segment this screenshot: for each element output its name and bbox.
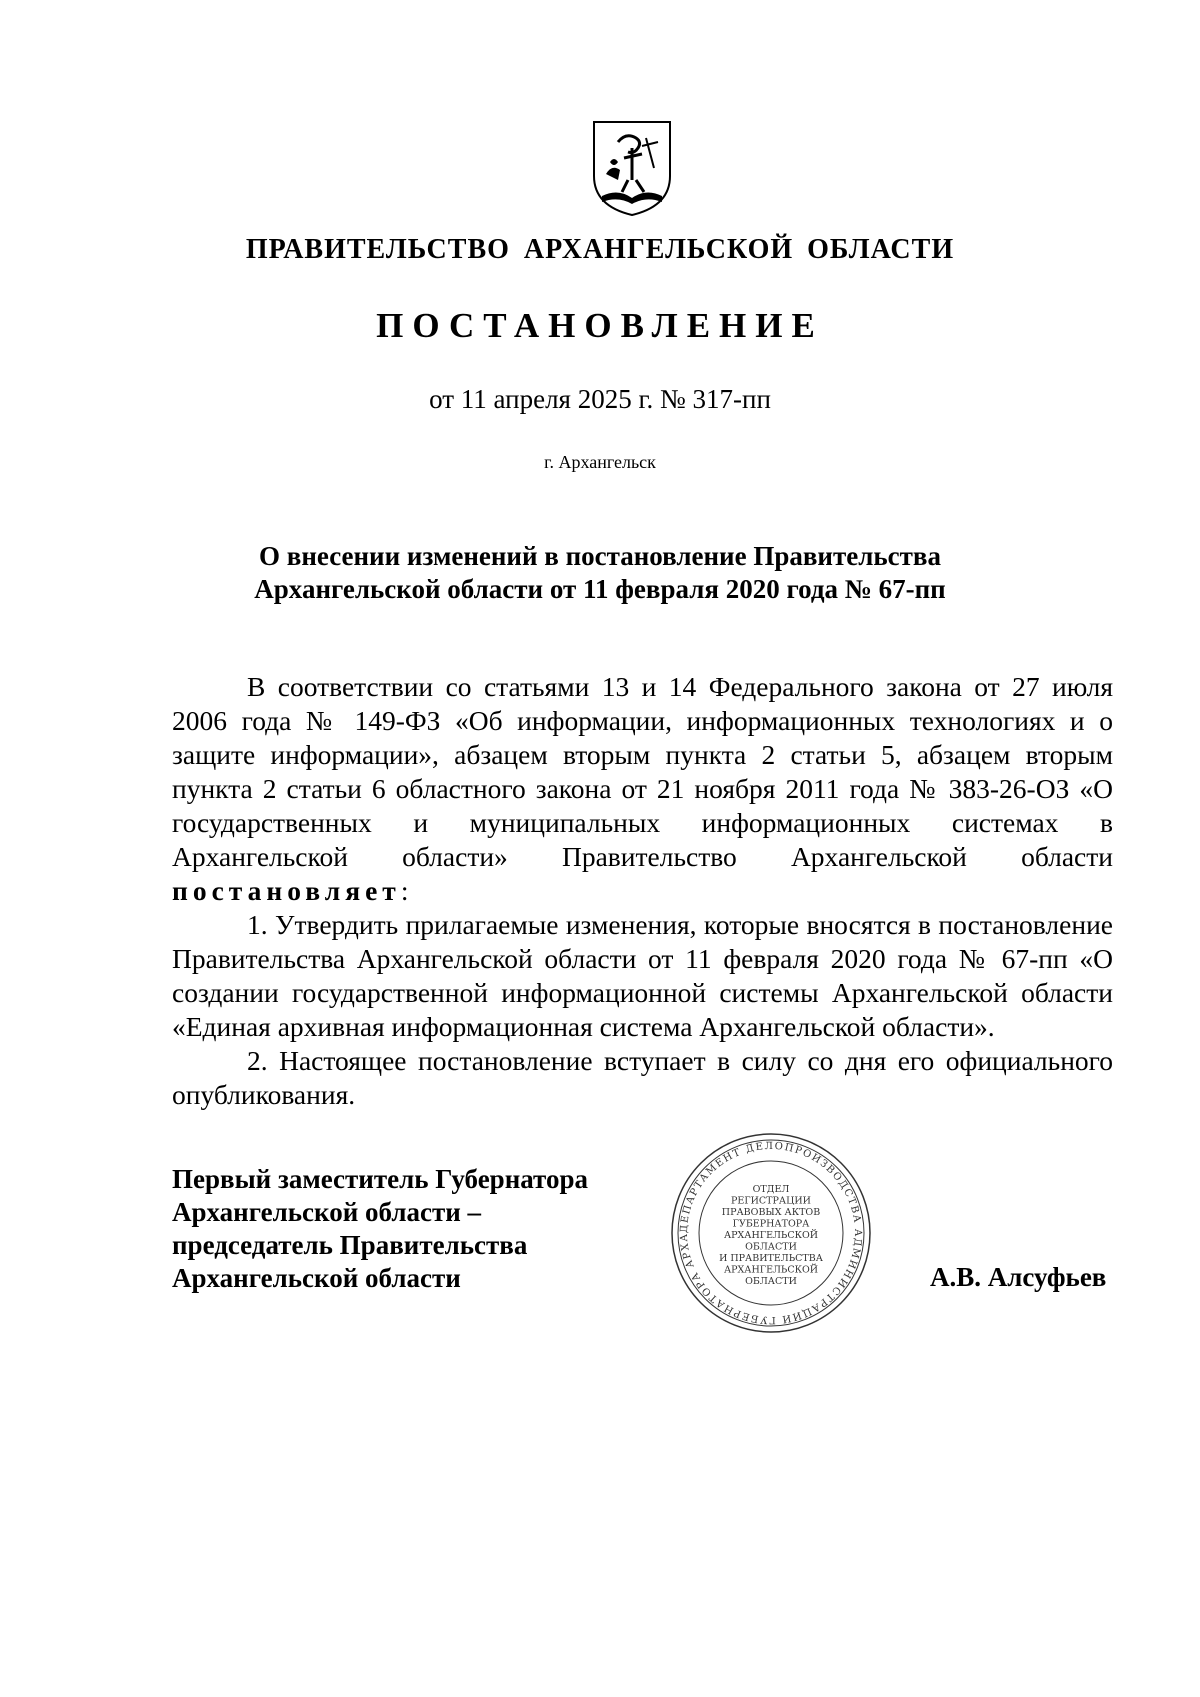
preamble-end: : [400, 875, 409, 906]
paragraph-item-1: 1. Утвердить прилагаемые изменения, которые вносятся в постановление Правительства Архангельской области от 11 февраля 2020 года № 67-пп «О создании государственной информационной системы Архангельской области «Единая архивная информационная система Архангельской области». [172, 909, 1113, 1042]
seal-inner-line: АРХАНГЕЛЬСКОЙ [723, 1264, 819, 1276]
keyword-postanovlyaet: постановляет [172, 875, 401, 906]
seal-inner-line: ГУБЕРНАТОРА [732, 1218, 810, 1230]
document-subject [180, 540, 1020, 606]
position-line: Архангельской области [172, 1263, 461, 1293]
seal-inner-line: АРХАНГЕЛЬСКОЙ [723, 1230, 819, 1241]
seal-inner-line: И ПРАВИТЕЛЬСТВА [719, 1253, 823, 1264]
signatory-position [172, 1163, 588, 1295]
paragraph-item-2: 2. Настоящее постановление вступает в силу со дня его официального опубликования. [172, 1045, 1113, 1110]
date-number: от 11 апреля 2025 г. № 317-пп [429, 384, 771, 414]
preamble-text: В соответствии со статьями 13 и 14 Федерального закона от 27 июля 2006 года № 149-ФЗ «Об информации, информационных технологиях и о защите информации», абзацем вторым пункта 2 статьи 5, абзацем вторым пункта 2 статьи 6 областного закона от 21 ноября 2011 года № 383-26-ОЗ «О государственных и муниципальных информационных системах в Архангельской области» Правительство Архангельской области [172, 671, 1113, 872]
document-type: ПОСТАНОВЛЕНИЕ [376, 306, 824, 345]
organization-title: ПРАВИТЕЛЬСТВО АРХАНГЕЛЬСКОЙ ОБЛАСТИ [245, 234, 955, 265]
subject-line: О внесении изменений в постановление Правительства [259, 541, 941, 571]
seal-inner-line: ОТДЕЛ [752, 1184, 790, 1195]
seal-inner-line: ОБЛАСТИ [745, 1276, 797, 1287]
position-line: Первый заместитель Губернатора [172, 1164, 588, 1194]
seal-outer-text: ДЕПАРТАМЕНТ ДЕЛОПРОИЗВОДСТВА АДМИНИСТРАЦИИ ГУБЕРНАТОРА АРХА [678, 1140, 864, 1326]
paragraph-preamble [172, 670, 1113, 908]
coat-of-arms-icon [588, 118, 676, 218]
seal-inner-line: ПРАВОВЫХ АКТОВ [721, 1207, 821, 1218]
official-seal-stamp [668, 1130, 874, 1336]
position-line: Архангельской области – [172, 1197, 482, 1227]
seal-inner-line: РЕГИСТРАЦИИ [731, 1195, 811, 1207]
signatory-name: А.В. Алсуфьев [930, 1262, 1107, 1292]
subject-line: Архангельской области от 11 февраля 2020 года № 67-пп [254, 574, 946, 604]
seal-inner-line: ОБЛАСТИ [745, 1241, 797, 1253]
city: г. Архангельск [544, 452, 656, 472]
position-line: председатель Правительства [172, 1230, 528, 1260]
document-body [172, 670, 1113, 1112]
